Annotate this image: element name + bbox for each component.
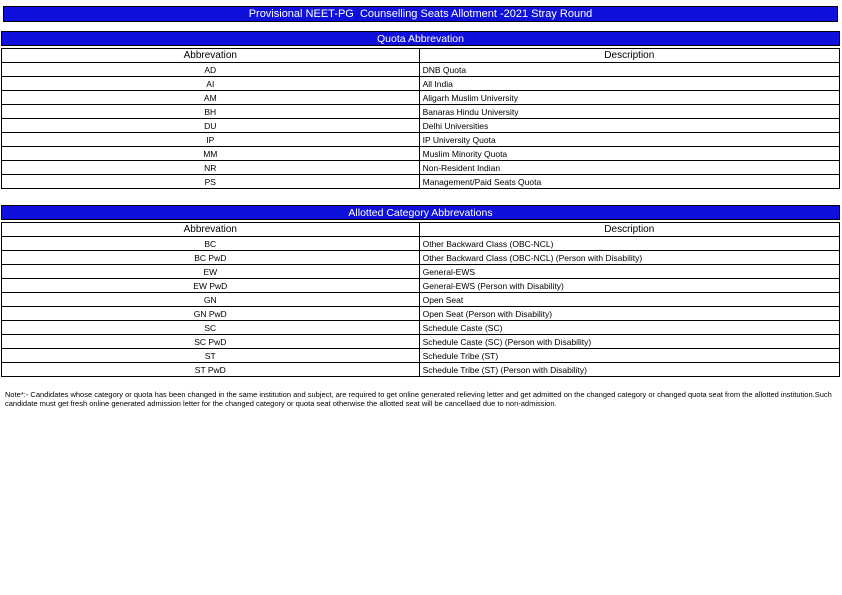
abbrevation-cell: BC PwD	[2, 251, 420, 265]
table-row	[2, 363, 840, 377]
abbrevation-cell: IP	[2, 133, 420, 147]
category-section-header	[1, 205, 840, 220]
note-text: Note*:- Candidates whose category or quota has been changed in the same institution and subject, are required to get online generated relieving letter and get admitted on the changed category or changed quota seat from the allotted institution.Such candidate must get fresh online generated admission letter for the changed category or quota seat otherwise the allotted seat will be cancellaed due to non-admission.	[5, 390, 832, 409]
table-row	[2, 161, 840, 175]
table-row	[2, 77, 840, 91]
table-row	[2, 293, 840, 307]
description-cell: Open Seat	[419, 293, 839, 307]
abbrevation-cell: AM	[2, 91, 420, 105]
category-header-row	[2, 223, 840, 237]
description-cell: Schedule Tribe (ST)	[419, 349, 839, 363]
quota-section-header	[1, 31, 840, 46]
table-row	[2, 349, 840, 363]
table-row	[2, 105, 840, 119]
description-cell: General-EWS (Person with Disability)	[419, 279, 839, 293]
description-cell: DNB Quota	[419, 63, 839, 77]
category-section	[1, 205, 840, 377]
document-title-bar	[3, 6, 838, 22]
abbrevation-cell: SC PwD	[2, 335, 420, 349]
abbrevation-cell: BC	[2, 237, 420, 251]
category-section-title: Allotted Category Abbrevations	[348, 206, 493, 219]
table-row	[2, 265, 840, 279]
category-column-header-description: Description	[419, 223, 839, 237]
abbrevation-cell: SC	[2, 321, 420, 335]
abbrevation-cell: EW PwD	[2, 279, 420, 293]
quota-header-row	[2, 49, 840, 63]
description-cell: Aligarh Muslim University	[419, 91, 839, 105]
description-cell: Muslim Minority Quota	[419, 147, 839, 161]
category-table-head	[2, 223, 840, 237]
description-cell: General-EWS	[419, 265, 839, 279]
table-row	[2, 321, 840, 335]
category-table-body	[2, 237, 840, 377]
quota-column-header-description: Description	[419, 49, 839, 63]
abbrevation-cell: EW	[2, 265, 420, 279]
description-cell: Open Seat (Person with Disability)	[419, 307, 839, 321]
abbrevation-cell: MM	[2, 147, 420, 161]
document-title: Provisional NEET-PG Counselling Seats Allotment -2021 Stray Round	[248, 8, 593, 20]
table-row	[2, 175, 840, 189]
description-cell: Management/Paid Seats Quota	[419, 175, 839, 189]
table-row	[2, 307, 840, 321]
abbrevation-cell: AI	[2, 77, 420, 91]
quota-table-head	[2, 49, 840, 63]
quota-section-title: Quota Abbrevation	[377, 32, 464, 45]
table-row	[2, 335, 840, 349]
table-row	[2, 63, 840, 77]
description-cell: Schedule Tribe (ST) (Person with Disability)	[419, 363, 839, 377]
quota-table-body	[2, 63, 840, 189]
description-cell: Banaras Hindu University	[419, 105, 839, 119]
table-row	[2, 147, 840, 161]
description-cell: Other Backward Class (OBC-NCL) (Person with Disability)	[419, 251, 839, 265]
category-table	[1, 222, 840, 377]
description-cell: Non-Resident Indian	[419, 161, 839, 175]
table-row	[2, 91, 840, 105]
category-column-header-abbrevation: Abbrevation	[2, 223, 420, 237]
quota-column-header-abbrevation: Abbrevation	[2, 49, 420, 63]
description-cell: IP University Quota	[419, 133, 839, 147]
table-row	[2, 119, 840, 133]
abbrevation-cell: BH	[2, 105, 420, 119]
table-row	[2, 251, 840, 265]
description-cell: Other Backward Class (OBC-NCL)	[419, 237, 839, 251]
quota-table	[1, 48, 840, 189]
abbrevation-cell: GN PwD	[2, 307, 420, 321]
abbrevation-cell: ST	[2, 349, 420, 363]
abbrevation-cell: NR	[2, 161, 420, 175]
description-cell: Schedule Caste (SC)	[419, 321, 839, 335]
abbrevation-cell: ST PwD	[2, 363, 420, 377]
abbrevation-cell: AD	[2, 63, 420, 77]
abbrevation-cell: GN	[2, 293, 420, 307]
abbrevation-cell: DU	[2, 119, 420, 133]
description-cell: Delhi Universities	[419, 119, 839, 133]
description-cell: All India	[419, 77, 839, 91]
quota-section	[1, 31, 840, 189]
table-row	[2, 237, 840, 251]
table-row	[2, 279, 840, 293]
abbrevation-cell: PS	[2, 175, 420, 189]
table-row	[2, 133, 840, 147]
description-cell: Schedule Caste (SC) (Person with Disability)	[419, 335, 839, 349]
